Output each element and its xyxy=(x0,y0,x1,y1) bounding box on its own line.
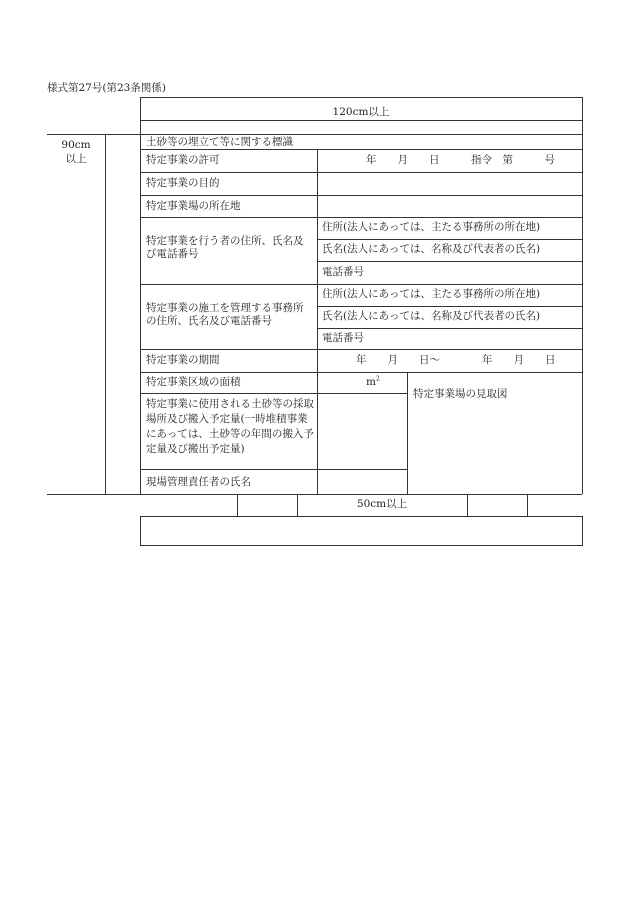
site-manager-label: 現場管理責任者の氏名 xyxy=(146,476,251,488)
sign-left-border xyxy=(140,134,141,494)
label-value-divider xyxy=(317,149,318,494)
width-dimension-line xyxy=(140,120,582,121)
manager-name: 氏名(法人にあっては、名称及び代表者の氏名) xyxy=(322,310,541,322)
soil-label: 特定事業に使用される土砂等の採取場所及び搬入予定量(一時堆積事業にあっては、土砂等の年間の搬入予定量及び搬出予定量) xyxy=(146,398,314,455)
row-line-6 xyxy=(140,349,582,350)
manager-label: 特定事業の施工を管理する事務所の住所、氏名及び電話番号 xyxy=(146,302,304,327)
bottom-tick-3 xyxy=(467,494,468,516)
manager-phone: 電話番号 xyxy=(322,332,364,344)
row-line-5 xyxy=(140,284,582,285)
sign-bottom-line xyxy=(47,494,582,495)
purpose-label: 特定事業の目的 xyxy=(146,177,220,189)
row-line-7 xyxy=(140,372,582,373)
operator-label: 特定事業を行う者の住所、氏名及び電話番号 xyxy=(146,235,304,260)
width-dimension-label: 120cm以上 xyxy=(332,106,390,118)
map-divider xyxy=(407,372,408,494)
bottom-tick-4 xyxy=(527,494,528,516)
bottom-tick-1 xyxy=(237,494,238,516)
top-rule xyxy=(140,97,582,98)
area-unit-superscript: 2 xyxy=(375,375,380,383)
height-dimension-label: 90cm xyxy=(61,139,91,151)
form-title: 様式第27号(第23条関係) xyxy=(47,82,166,94)
row-line-5a xyxy=(317,306,582,307)
row-line-9 xyxy=(140,469,407,470)
period-value: 年 月 日～ 年 月 日 xyxy=(356,354,556,366)
operator-name: 氏名(法人にあっては、名称及び代表者の氏名) xyxy=(322,243,541,255)
row-line-4b xyxy=(317,261,582,262)
sign-top-line xyxy=(47,134,582,135)
row-line-4 xyxy=(140,217,582,218)
row-line-4a xyxy=(317,239,582,240)
row-line-1 xyxy=(140,149,582,150)
area-unit xyxy=(366,376,380,389)
sign-right-border xyxy=(582,134,583,494)
operator-phone: 電話番号 xyxy=(322,266,364,278)
row-line-8 xyxy=(140,393,407,394)
location-label: 特定事業場の所在地 xyxy=(146,200,241,212)
map-label: 特定事業場の見取図 xyxy=(413,388,508,400)
right-edge-top xyxy=(582,97,583,134)
period-label: 特定事業の期間 xyxy=(146,354,220,366)
manager-address: 住所(法人にあっては、主たる事務所の所在地) xyxy=(322,288,541,300)
area-unit-base: m xyxy=(366,376,376,388)
row-line-5b xyxy=(317,328,582,329)
permit-value: 年 月 日 指令 第 号 xyxy=(366,154,555,166)
operator-address: 住所(法人にあっては、主たる事務所の所在地) xyxy=(322,221,541,233)
height-dimension-suffix: 以上 xyxy=(65,153,87,165)
row-line-2 xyxy=(140,172,582,173)
sign-heading: 土砂等の埋立て等に関する標識 xyxy=(146,136,293,148)
row-line-3 xyxy=(140,195,582,196)
bottom-dimension-label: 50cm以上 xyxy=(356,498,408,510)
bottom-box xyxy=(140,516,583,546)
area-label: 特定事業区域の面積 xyxy=(146,376,241,388)
height-dimension-line xyxy=(105,134,106,494)
permit-label: 特定事業の許可 xyxy=(146,154,220,166)
